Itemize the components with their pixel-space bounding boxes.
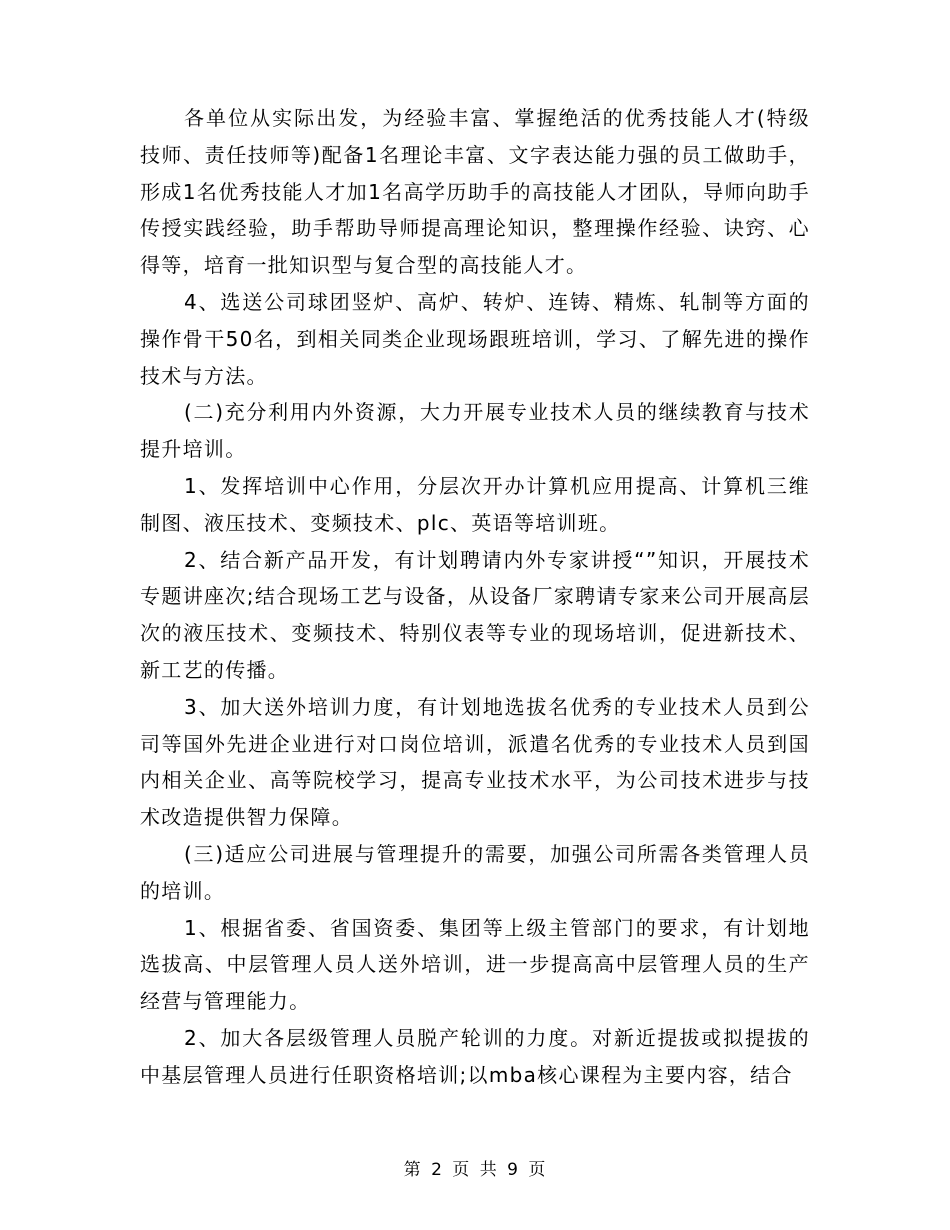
paragraph-mentor-team: 各单位从实际出发，为经验丰富、掌握绝活的优秀技能人才(特级技师、责任技师等)配备1名理论丰富、文字表达能力强的员工做助手，形成1名优秀技能人才加1名高学历助手的高技能人才团队，导师向助手传授实践经验，助手帮助导师提高理论知识，整理操作经验、诀窍、心得等，培育一批知识型与复合型的高技能人才。 bbox=[140, 106, 810, 278]
page-number-footer: 第 2 页 共 9 页 bbox=[403, 1160, 547, 1180]
paragraph-item-2-expert-lectures: 2、结合新产品开发，有计划聘请内外专家讲授“”知识，开展技术专题讲座次;结合现场工艺与设备，从设备厂家聘请专家来公司开展高层次的液压技术、变频技术、特别仪表等专业的现场培训，促进新技术、新工艺的传播。 bbox=[140, 547, 810, 682]
paragraph-item-1-senior-managers: 1、根据省委、省国资委、集团等上级主管部门的要求，有计划地选拔高、中层管理人员人送外培训，进一步提高高中层管理人员的生产经营与管理能力。 bbox=[140, 915, 810, 1014]
paragraph-item-1-training-center: 1、发挥培训中心作用，分层次开办计算机应用提高、计算机三维制图、液压技术、变频技术、plc、英语等培训班。 bbox=[140, 473, 810, 535]
paragraph-item-2-manager-rotation: 2、加大各层级管理人员脱产轮训的力度。对新近提拔或拟提拔的中基层管理人员进行任职资格培训;以mba核心课程为主要内容，结合 bbox=[140, 1025, 810, 1087]
paragraph-section-2-heading: (二)充分利用内外资源，大力开展专业技术人员的继续教育与技术提升培训。 bbox=[140, 400, 810, 462]
paragraph-item-4-operators: 4、选送公司球团竖炉、高炉、转炉、连铸、精炼、轧制等方面的操作骨干50名，到相关同类企业现场跟班培训，学习、了解先进的操作技术与方法。 bbox=[140, 289, 810, 388]
paragraph-item-3-external-training: 3、加大送外培训力度，有计划地选拔名优秀的专业技术人员到公司等国外先进企业进行对口岗位培训，派遣名优秀的专业技术人员到国内相关企业、高等院校学习，提高专业技术水平，为公司技术进步与技术改造提供智力保障。 bbox=[140, 694, 810, 830]
paragraph-section-3-heading: (三)适应公司进展与管理提升的需要，加强公司所需各类管理人员的培训。 bbox=[140, 841, 810, 903]
document-body bbox=[140, 100, 810, 1094]
